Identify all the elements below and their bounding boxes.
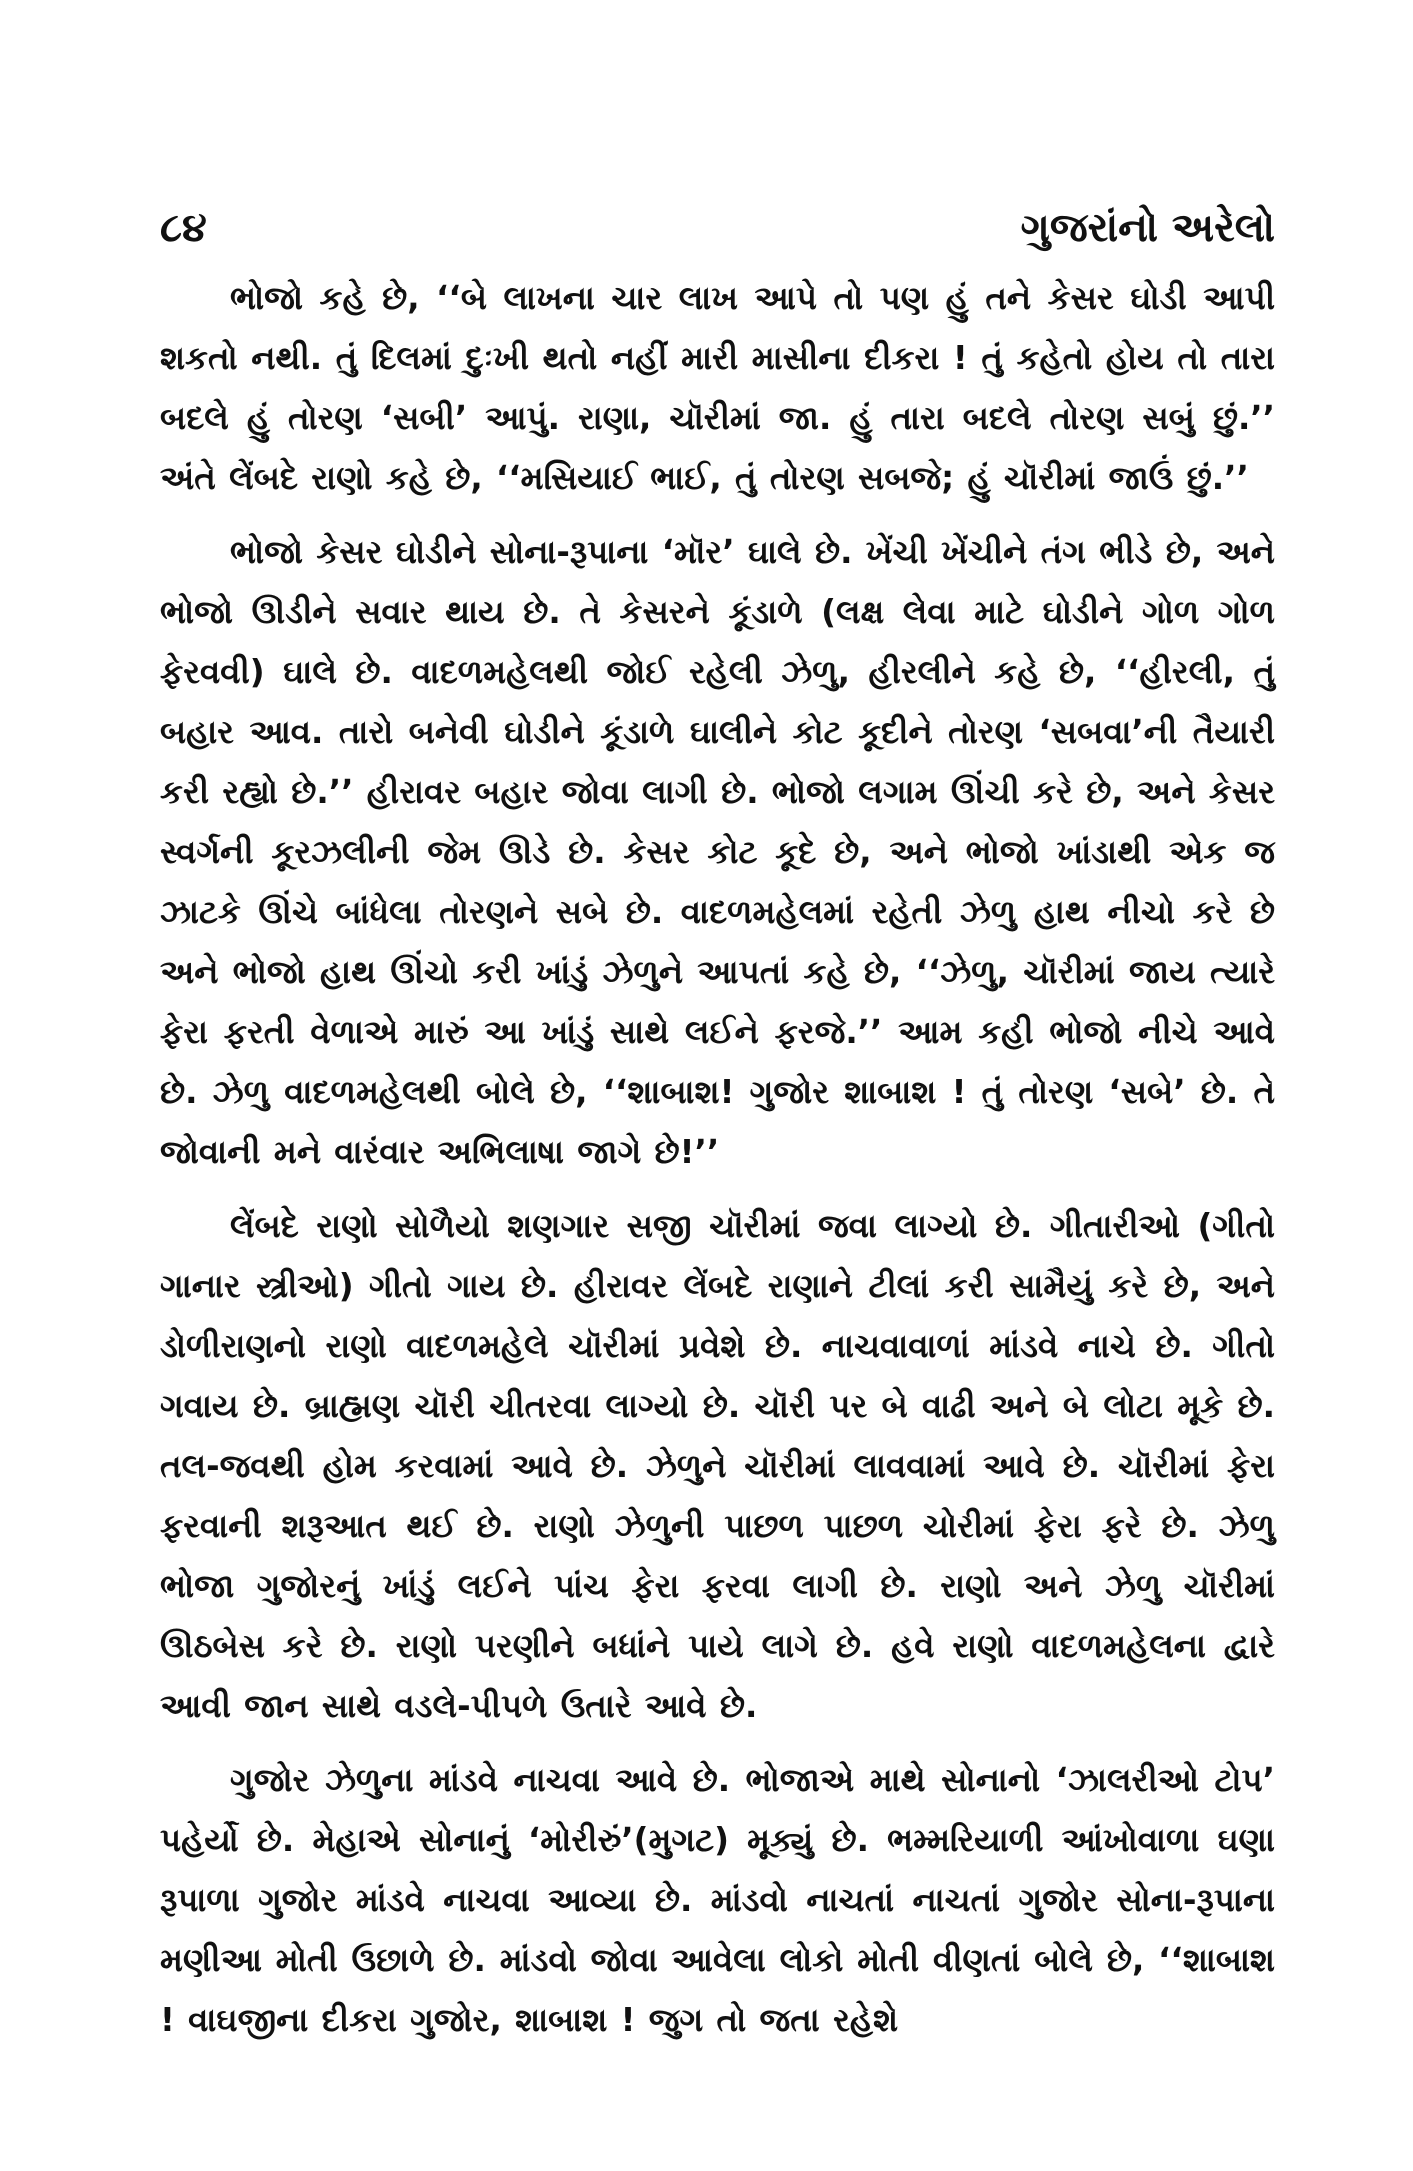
paragraph-3: લેંબદે રાણો સોળૈયો શણગાર સજી ચૉરીમાં જવા લાગ્યો છે. ગીતારીઓ (ગીતો ગાનાર સ્ત્રીઓ) ગીતો ગાય છે. હીરાવર લેંબદે રાણાને ટીલાં કરી સામૈયું કરે છે, અને ડોળીરાણનો રાણો વાદળમહેલે ચૉરીમાં પ્રવેશે છે. નાચવાવાળાં માંડવે નાચે છે. ગીતો ગવાય છે. બ્રાહ્મણ ચૉરી ચીતરવા લાગ્યો છે. ચૉરી પર બે વાઢી અને બે લોટા મૂકે છે. તલ-જવથી હોમ કરવામાં આવે છે. ઝેળુને ચૉરીમાં લાવવામાં આવે છે. ચૉરીમાં ફેરા ફરવાની શરૂઆત થઈ છે. રાણો ઝેળુની પાછળ પાછળ ચોરીમાં ફેરા ફરે છે. ઝેળુ ભોજા ગુજોરનું ખાંડું લઈને પાંચ ફેરા ફરવા લાગી છે. રાણો અને ઝેળુ ચૉરીમાં ઊઠબેસ કરે છે. રાણો પરણીને બધાંને પાયે લાગે છે. હવે રાણો વાદળમહેલના દ્વારે આવી જાન સાથે વડલે-પીપળે ઉતારે આવે છે. [160, 1207, 1275, 1725]
body-text [160, 268, 1275, 2064]
page-header [160, 198, 1275, 258]
paragraph-1: ભોજો કહે છે, ‘‘બે લાખના ચાર લાખ આપે તો પણ હું તને કેસર ઘોડી આપી શકતો નથી. તું દિલમાં દુઃખી થતો નહીં મારી માસીના દીકરા ! તું કહેતો હોય તો તારા બદલે હું તોરણ ‘સબી’ આપું. રાણા, ચૉરીમાં જા. હું તારા બદલે તોરણ સબું છું.’’ અંતે લેંબદે રાણો કહે છે, ‘‘મસિયાઈ ભાઈ, તું તોરણ સબજે; હું ચૉરીમાં જાઉં છું.’’ [160, 279, 1275, 497]
page-number: ૮૪ [160, 205, 207, 251]
paragraph-2: ભોજો કેસર ઘોડીને સોના-રૂપાના ‘મૉર’ ઘાલે છે. ખેંચી ખેંચીને તંગ ભીડે છે, અને ભોજો ઊડીને સવાર થાય છે. તે કેસરને કૂંડાળે (લક્ષ લેવા માટે ઘોડીને ગોળ ગોળ ફેરવવી) ઘાલે છે. વાદળમહેલથી જોઈ રહેલી ઝેળુ, હીરલીને કહે છે, ‘‘હીરલી, તું બહાર આવ. તારો બનેવી ઘોડીને કૂંડાળે ઘાલીને કોટ કૂદીને તોરણ ‘સબવા’ની તૈયારી કરી રહ્યો છે.’’ હીરાવર બહાર જોવા લાગી છે. ભોજો લગામ ઊંચી કરે છે, અને કેસર સ્વર્ગની કૂરઝલીની જેમ ઊડે છે. કેસર કોટ કૂદે છે, અને ભોજો ખાંડાથી એક જ ઝાટકે ઊંચે બાંધેલા તોરણને સબે છે. વાદળમહેલમાં રહેતી ઝેળુ હાથ નીચો કરે છે અને ભોજો હાથ ઊંચો કરી ખાંડું ઝેળુને આપતાં કહે છે, ‘‘ઝેળુ, ચૉરીમાં જાય ત્યારે ફેરા ફરતી વેળાએ મારું આ ખાંડું સાથે લઈને ફરજે.’’ આમ કહી ભોજો નીચે આવે છે. ઝેળુ વાદળમહેલથી બોલે છે, ‘‘શાબાશ! ગુજોર શાબાશ ! તું તોરણ ‘સબે’ છે. તે જોવાની મને વારંવાર અભિલાષા જાગે છે!’’ [160, 533, 1275, 1171]
paragraph-4: ગુજોર ઝેળુના માંડવે નાચવા આવે છે. ભોજાએ માથે સોનાનો ‘ઝાલરીઓ ટોપ’ પહેર્યો છે. મેહાએ સોનાનું ‘મોરીરું’(મુગટ) મૂક્યું છે. ભમ્મરિયાળી આંખોવાળા ઘણા રૂપાળા ગુજોર માંડવે નાચવા આવ્યા છે. માંડવો નાચતાં નાચતાં ગુજોર સોના-રૂપાના મણીઆ મોતી ઉછાળે છે. માંડવો જોવા આવેલા લોકો મોતી વીણતાં બોલે છે, ‘‘શાબાશ ! વાઘજીના દીકરા ગુજોર, શાબાશ ! જુગ તો જતા રહેશે [160, 1761, 1275, 2039]
running-title: ગુજરાંનો અરેલો [1020, 205, 1275, 251]
